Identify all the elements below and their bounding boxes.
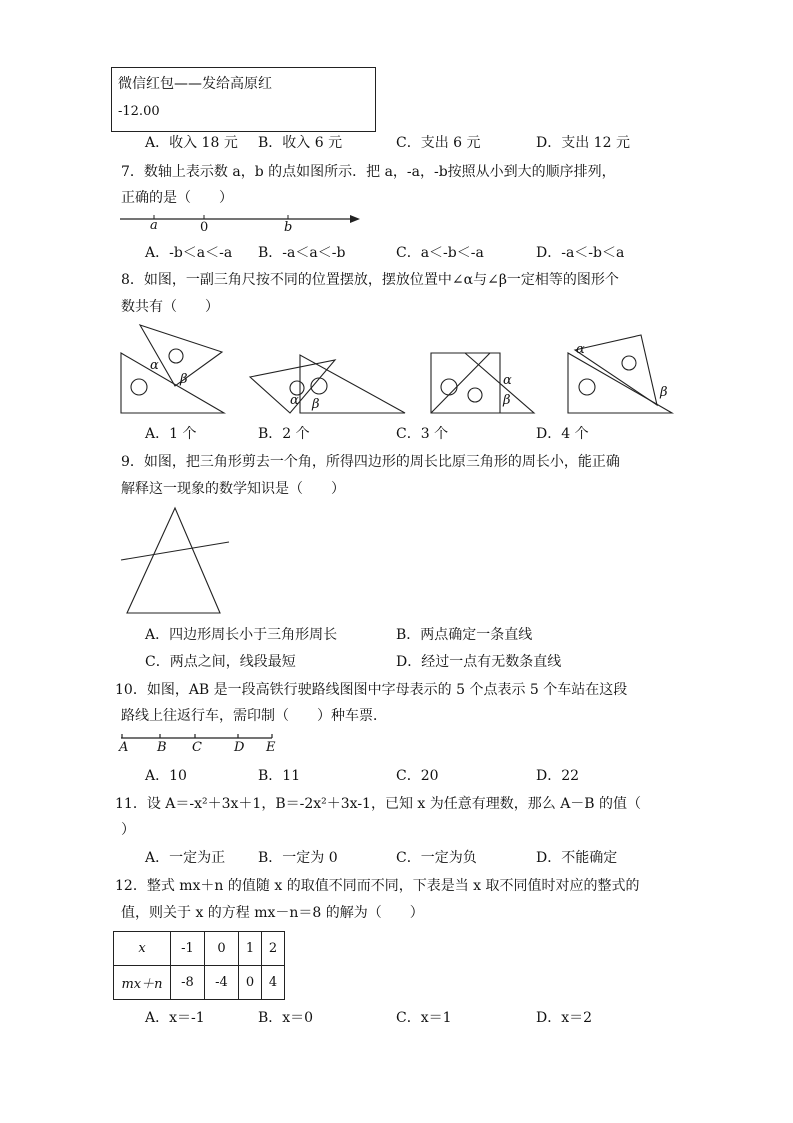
station-c-label: C xyxy=(192,740,202,755)
q12-option-a[interactable]: A．x＝-1 xyxy=(145,1010,205,1026)
table-cell: 1 xyxy=(239,932,262,966)
fig2-beta-label: β xyxy=(312,397,320,412)
q6-option-c[interactable]: C．支出 6 元 xyxy=(396,135,481,151)
table-cell: 0 xyxy=(239,966,262,1000)
table-row-header-x: x xyxy=(114,932,171,966)
station-e-label: E xyxy=(266,740,276,755)
q12-stem-line2: 值，则关于 x 的方程 mx－n＝8 的解为（ ） xyxy=(121,905,424,921)
q12-value-table xyxy=(113,931,285,1000)
q11-stem-line2: ） xyxy=(121,822,135,838)
q9-option-d[interactable]: D．经过一点有无数条直线 xyxy=(396,654,562,670)
fig4-beta-label: β xyxy=(660,385,668,400)
q12-stem-line1: 12．整式 mx＋n 的值随 x 的取值不同而不同，下表是当 x 取不同值时对应的整式的 xyxy=(115,878,640,894)
number-line-label-a: a xyxy=(150,218,158,233)
q11-option-a[interactable]: A．一定为正 xyxy=(145,850,226,866)
q8-option-c[interactable]: C．3 个 xyxy=(396,426,449,442)
q7-stem-line2: 正确的是（ ） xyxy=(121,190,233,206)
q6-option-d[interactable]: D．支出 12 元 xyxy=(536,135,630,151)
red-packet-amount: -12.00 xyxy=(118,104,160,119)
table-cell: -4 xyxy=(205,966,239,1000)
fig1-beta-label: β xyxy=(180,372,188,387)
q12-option-c[interactable]: C．x＝1 xyxy=(396,1010,452,1026)
q7-stem-line1: 7．数轴上表示数 a，b 的点如图所示．把 a，-a，-b按照从小到大的顺序排列， xyxy=(121,164,616,180)
q10-option-a[interactable]: A．10 xyxy=(145,768,187,784)
q9-option-a[interactable]: A．四边形周长小于三角形周长 xyxy=(145,627,338,643)
q9-stem-line2: 解释这一现象的数学知识是（ ） xyxy=(121,481,345,497)
station-b-label: B xyxy=(157,740,167,755)
q7-option-b[interactable]: B．-a＜a＜-b xyxy=(258,245,346,261)
q11-option-c[interactable]: C．一定为负 xyxy=(396,850,477,866)
q12-option-b[interactable]: B．x＝0 xyxy=(258,1010,314,1026)
red-packet-box xyxy=(111,67,376,132)
table-row xyxy=(114,932,285,966)
q8-option-d[interactable]: D．4 个 xyxy=(536,426,589,442)
station-d-label: D xyxy=(234,740,245,755)
table-row-header-mxn: mx＋n xyxy=(114,966,171,1000)
fig3-alpha-label: α xyxy=(503,373,512,388)
table-cell: 4 xyxy=(262,966,285,1000)
red-packet-title: 微信红包——发给高原红 xyxy=(118,76,272,92)
table-row xyxy=(114,966,285,1000)
table-cell: -8 xyxy=(171,966,205,1000)
station-a-label: A xyxy=(119,740,129,755)
table-cell: -1 xyxy=(171,932,205,966)
fig1-alpha-label: α xyxy=(150,358,159,373)
q10-option-b[interactable]: B．11 xyxy=(258,768,301,784)
q10-stem-line2: 路线上往返行车，需印制（ ）种车票． xyxy=(121,708,387,724)
fig3-beta-label: β xyxy=(503,393,511,408)
number-line-label-zero: 0 xyxy=(200,220,209,235)
q8-stem-line2: 数共有（ ） xyxy=(121,299,219,315)
q11-stem-line1: 11．设 A＝-x²＋3x＋1，B＝-2x²＋3x-1，已知 x 为任意有理数，那么 A－B 的值（ xyxy=(115,796,642,812)
q9-option-c[interactable]: C．两点之间，线段最短 xyxy=(145,654,296,670)
q7-option-a[interactable]: A．-b＜a＜-a xyxy=(145,245,233,261)
q8-option-a[interactable]: A．1 个 xyxy=(145,426,197,442)
q6-option-b[interactable]: B．收入 6 元 xyxy=(258,135,343,151)
q11-option-b[interactable]: B．一定为 0 xyxy=(258,850,338,866)
q6-option-a[interactable]: A．收入 18 元 xyxy=(145,135,238,151)
q12-option-d[interactable]: D．x＝2 xyxy=(536,1010,593,1026)
q7-option-c[interactable]: C．a＜-b＜-a xyxy=(396,245,484,261)
q10-option-d[interactable]: D．22 xyxy=(536,768,580,784)
q9-option-b[interactable]: B．两点确定一条直线 xyxy=(396,627,533,643)
q10-stem-line1: 10．如图，AB 是一段高铁行驶路线图图中字母表示的 5 个点表示 5 个车站在这段 xyxy=(115,682,628,698)
fig4-alpha-label: α xyxy=(576,342,585,357)
q7-option-d[interactable]: D．-a＜-b＜a xyxy=(536,245,625,261)
number-line-label-b: b xyxy=(284,220,293,235)
q8-option-b[interactable]: B．2 个 xyxy=(258,426,310,442)
q8-stem-line1: 8．如图，一副三角尺按不同的位置摆放，摆放位置中∠α与∠β一定相等的图形个 xyxy=(121,272,619,288)
q9-stem-line1: 9．如图，把三角形剪去一个角，所得四边形的周长比原三角形的周长小，能正确 xyxy=(121,454,620,470)
table-cell: 0 xyxy=(205,932,239,966)
q10-option-c[interactable]: C．20 xyxy=(396,768,439,784)
fig2-alpha-label: α xyxy=(290,393,299,408)
table-cell: 2 xyxy=(262,932,285,966)
q11-option-d[interactable]: D．不能确定 xyxy=(536,850,618,866)
